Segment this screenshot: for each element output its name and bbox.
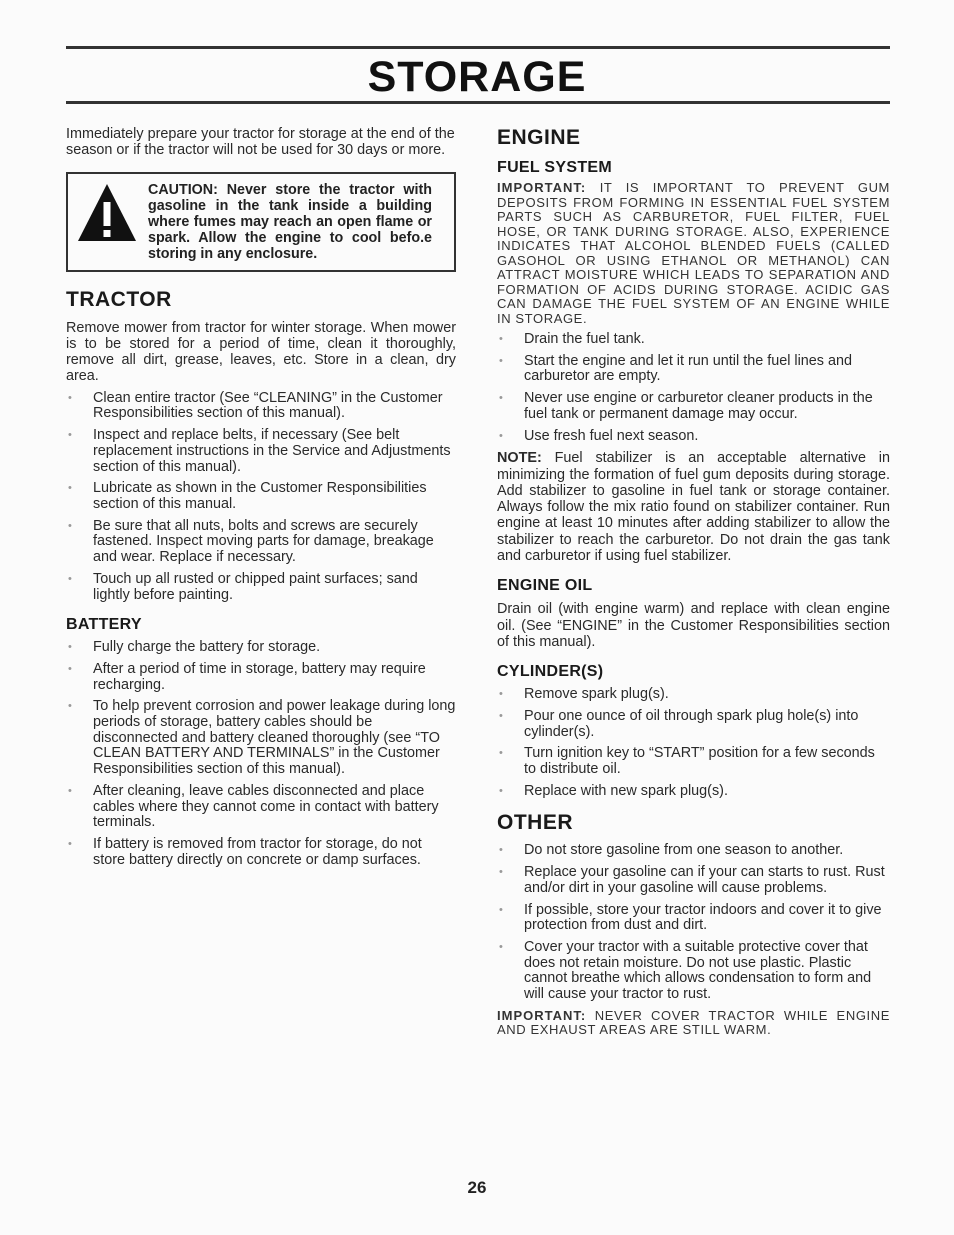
list-item: • Remove spark plug(s). [497, 687, 890, 703]
note-text: Fuel stabilizer is an acceptable alternative in minimizing the formation of fuel gum deposits during storage. Add stabilizer to gasoline in fuel tank or storage container. Always follow the mix ratio found on stabilizer container. Run engine at least 10 minutes after adding stabilizer to allow the stabilizer to reach the carburetor. Do not drain the gas tank and carburetor if using fuel stabilizer. [497, 450, 891, 564]
right-column [497, 126, 890, 1038]
fuel-system-heading: FUEL SYSTEM [497, 159, 613, 176]
battery-list [66, 640, 456, 868]
list-item: • Drain the fuel tank. [497, 332, 890, 348]
list-item: • Turn ignition key to “START” position for a few seconds to distribute oil. [497, 746, 890, 777]
list-item: • Never use engine or carburetor cleaner products in the fuel tank or permanent damage may occur. [497, 391, 890, 422]
caution-text: CAUTION: Never store the tractor with gasoline in the tank inside a building where fumes may reach an open flame or spark. Allow the engine to cool befo.e storing in any enclosure. [148, 181, 432, 263]
list-item: • Cover your tractor with a suitable protective cover that does not retain moisture. Do not use plastic. Plastic cannot breathe which allows condensation to form and will cause your tractor to rust. [497, 940, 890, 1003]
list-item: • Clean entire tractor (See “CLEANING” in the Customer Responsibilities section of this manual). [66, 391, 456, 422]
tractor-heading: TRACTOR [66, 287, 172, 311]
list-item: • If battery is removed from tractor for storage, do not store battery directly on concrete or damp surfaces. [66, 837, 456, 868]
engine-oil-body: Drain oil (with engine warm) and replace with clean engine oil. (See “ENGINE” in the Customer Responsibilities section of this manual). [497, 601, 890, 650]
list-item: • Replace your gasoline can if your can starts to rust. Rust and/or dirt in your gasoline will cause problems. [497, 865, 890, 896]
important-label: IMPORTANT: [497, 1007, 587, 1023]
list-item: • To help prevent corrosion and power leakage during long periods of storage, battery cables should be disconnected and battery cleaned thoroughly (see “TO CLEAN BATTERY AND TERMINALS” in the Customer Responsibilities section of this manual). [66, 699, 456, 778]
intro-paragraph: Immediately prepare your tractor for storage at the end of the season or if the tractor will not be used for 30 days or more. [66, 126, 455, 159]
cylinders-list [497, 687, 890, 799]
list-item: • Replace with new spark plug(s). [497, 784, 890, 800]
list-item: • Use fresh fuel next season. [497, 429, 890, 445]
list-item: • Be sure that all nuts, bolts and screws are securely fastened. Inspect moving parts for damage, breakage and wear. Replace if necessary. [66, 519, 456, 566]
engine-oil-heading: ENGINE OIL [497, 577, 593, 595]
important-text: NEVER COVER TRACTOR WHILE ENGINE AND EXHAUST AREAS ARE STILL WARM. [497, 1007, 890, 1038]
fuel-list [497, 332, 890, 444]
cylinders-heading: CYLINDER(S) [497, 663, 604, 681]
page-number: 26 [467, 1178, 487, 1197]
list-item: • After a period of time in storage, battery may require recharging. [66, 662, 456, 693]
tractor-list [66, 391, 456, 603]
list-item: • Fully charge the battery for storage. [66, 640, 456, 656]
list-item: • If possible, store your tractor indoors and cover it to give protection from dust and dirt. [497, 903, 890, 934]
list-item: • Touch up all rusted or chipped paint surfaces; sand lightly before painting. [66, 572, 456, 603]
battery-heading: BATTERY [66, 616, 142, 634]
list-item: • Lubricate as shown in the Customer Responsibilities section of this manual. [66, 481, 456, 512]
left-column [66, 126, 456, 874]
warning-triangle-icon [76, 182, 138, 244]
important-label: IMPORTANT: [497, 180, 587, 195]
tractor-body: Remove mower from tractor for winter storage. When mower is to be stored for a period of time, clean it thoroughly, remove all dirt, grease, leaves, etc. Store in a clean, dry area. [66, 319, 456, 385]
list-item: • Start the engine and let it run until the fuel lines and carburetor are empty. [497, 354, 890, 385]
note-label: NOTE: [497, 450, 542, 467]
list-item: • Pour one ounce of oil through spark plug hole(s) into cylinder(s). [497, 709, 890, 740]
caution-box [66, 172, 456, 272]
top-rule [66, 46, 890, 49]
other-list [497, 843, 890, 1002]
other-heading: OTHER [497, 811, 573, 835]
note-paragraph [497, 450, 890, 564]
engine-heading: ENGINE [497, 126, 581, 149]
fuel-important-paragraph [497, 181, 890, 326]
list-item: • Inspect and replace belts, if necessary (See belt replacement instructions in the Service and Adjustments section of this manual). [66, 428, 456, 475]
title-underline-rule [66, 101, 890, 104]
important-text: IT IS IMPORTANT TO PREVENT GUM DEPOSITS FROM FORMING IN ESSENTIAL FUEL SYSTEM PARTS SUCH AS CARBURETOR, FUEL FILTER, FUEL HOSE, OR TANK DURING STORAGE. ALSO, EXPERIENCE INDICATES THAT ALCOHOL BLENDED FUELS (CALLED GASOHOL OR USING ETHANOL OR METHANOL) CAN ATTRACT MOISTURE WHICH LEADS TO SEPARATION AND FORMATION OF ACIDS DURING STORAGE. ACIDIC GAS CAN DAMAGE THE FUEL SYSTEM OF AN ENGINE WHILE IN STORAGE. [497, 180, 890, 326]
list-item: • After cleaning, leave cables disconnected and place cables where they cannot come in contact with battery terminals. [66, 784, 456, 831]
page-title: STORAGE [367, 53, 587, 101]
other-important-paragraph [497, 1009, 890, 1038]
list-item: • Do not store gasoline from one season to another. [497, 843, 890, 859]
